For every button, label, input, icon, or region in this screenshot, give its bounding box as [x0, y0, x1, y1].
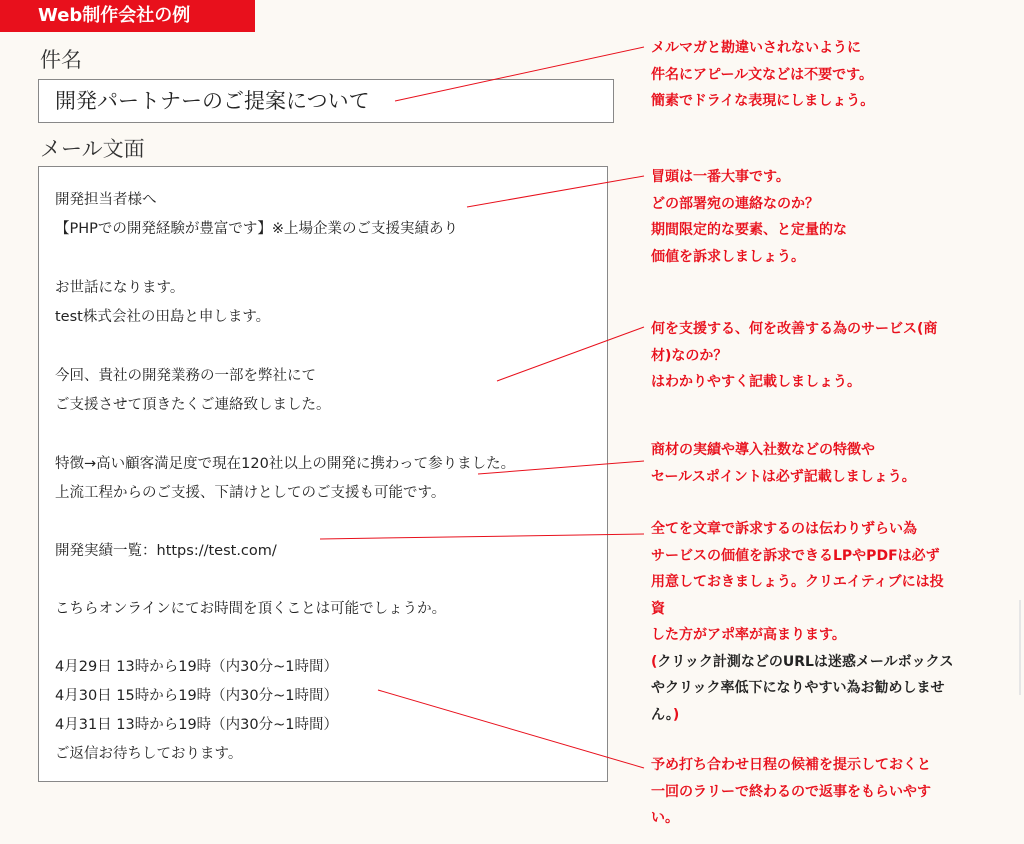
- note-schedule: 予め打ち合わせ日程の候補を提示しておくと 一回のラリーで終わるので返事をもらいやす い。: [651, 757, 931, 826]
- callout-line-opening: [467, 176, 644, 207]
- mail-line: 4月31日 13時から19時（内30分~1時間）: [55, 717, 339, 733]
- note-opening: 冒頭は一番大事です。 どの部署宛の連絡なのか？ 期間限定的な要素、と定量的な 価値を訴求しましょう。: [651, 169, 847, 265]
- body-label: メール文面: [40, 137, 145, 161]
- mail-line: 【PHPでの開発経験が豊富です】※上場企業のご支援実績あり: [55, 221, 459, 237]
- mail-line: test株式会社の田島と申します。: [55, 309, 271, 325]
- edge-divider: [1019, 600, 1021, 695]
- mail-line: 開発実績一覧：https://test.com/: [55, 543, 277, 559]
- mail-line: 上流工程からのご支援、下請けとしてのご支援も可能です。: [55, 485, 446, 501]
- callout-line-service: [497, 327, 644, 381]
- note-service: 何を支援する、何を改善する為のサービス(商 材)なのか？ はわかりやすく記載しましょう。: [651, 321, 938, 390]
- mail-line: 開発担当者様へ: [55, 192, 157, 208]
- example-tag: Web制作会社の例: [0, 0, 255, 32]
- mail-line: こちらオンラインにてお時間を頂くことは可能でしょうか。: [55, 601, 447, 617]
- subject-field: 開発パートナーのご提案について: [38, 79, 614, 123]
- subject-label: 件名: [40, 48, 82, 72]
- mail-line: 特徴→高い顧客満足度で現在120社以上の開発に携わって参りました。: [55, 456, 516, 472]
- mail-line: 4月29日 13時から19時（内30分~1時間）: [55, 659, 339, 675]
- note-url: 全てを文章で訴求するのは伝わりずらい為 サービスの価値を訴求できるLPやPDFは必ず 用意しておきましょう。クリエイティブには投 資 した方がアポ率が高まります。 (クリック計測などのURLは迷惑メールボックス やクリック率低下になりやすい為お勧めしませ ん。): [651, 521, 954, 723]
- note-features: 商材の実績や導入社数などの特徴や セールスポイントは必ず記載しましょう。: [651, 442, 916, 485]
- mail-line: ご返信お待ちしております。: [55, 746, 243, 762]
- mail-line: お世話になります。: [55, 280, 185, 296]
- callout-line-schedule: [378, 690, 644, 768]
- mail-line: ご支援させて頂きたくご連絡致しました。: [55, 397, 331, 413]
- note-subject: メルマガと勘違いされないように 件名にアピール文などは不要です。 簡素でドライな表現にしましょう。: [651, 40, 875, 109]
- mail-line: 4月30日 15時から19時（内30分~1時間）: [55, 688, 339, 704]
- mail-line: 今回、貴社の開発業務の一部を弊社にて: [55, 368, 316, 384]
- callout-line-url: [320, 534, 644, 539]
- callout-line-subject: [395, 47, 644, 101]
- callout-line-features: [478, 461, 644, 474]
